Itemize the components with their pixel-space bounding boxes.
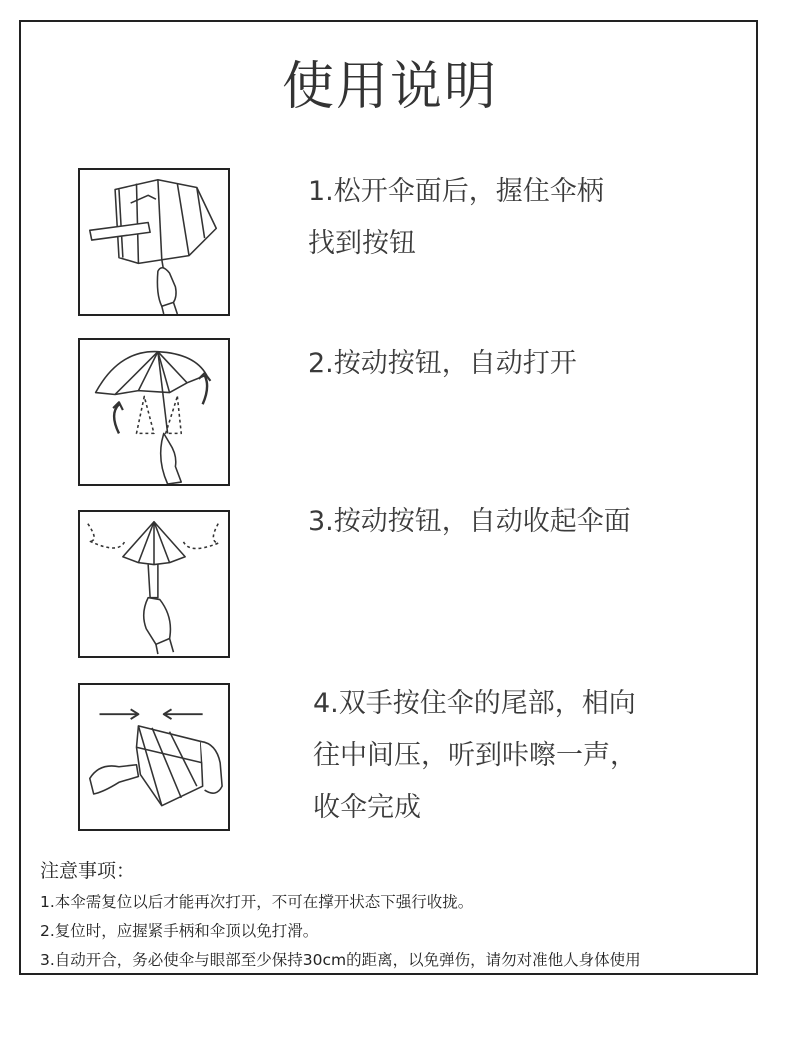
step-3-text — [308, 496, 708, 548]
note-item-3: 3.自动开合，务必使伞与眼部至少保持30cm的距离，以免弹伤，请勿对准他人身体使用 — [40, 951, 641, 969]
step-1-line-2: 找到按钮 — [308, 228, 416, 259]
step-4-text — [313, 678, 713, 834]
step-2-line-1: 2.按动按钮，自动打开 — [308, 348, 577, 379]
step-4-line-3: 收伞完成 — [313, 792, 421, 823]
step-4-line-1: 4.双手按住伞的尾部，相向 — [313, 688, 636, 719]
step-4-line-2: 往中间压，听到咔嚓一声， — [313, 740, 637, 771]
step-1-line-1: 1.松开伞面后，握住伞柄 — [308, 176, 604, 207]
note-item-1: 1.本伞需复位以后才能再次打开，不可在撑开状态下强行收拢。 — [40, 893, 474, 911]
umbrella-opening-icon — [78, 338, 230, 486]
step-1-text — [308, 166, 708, 270]
notes-title: 注意事项： — [40, 860, 136, 882]
umbrella-compress-hands-icon — [78, 683, 230, 831]
step-3-line-1: 3.按动按钮，自动收起伞面 — [308, 506, 631, 537]
note-item-2: 2.复位时，应握紧手柄和伞顶以免打滑。 — [40, 922, 319, 940]
umbrella-closing-icon — [78, 510, 230, 658]
notes-section — [40, 856, 760, 975]
umbrella-closed-hand-icon — [78, 168, 230, 316]
page-title: 使用说明 — [281, 57, 498, 117]
step-2-text — [308, 338, 708, 390]
